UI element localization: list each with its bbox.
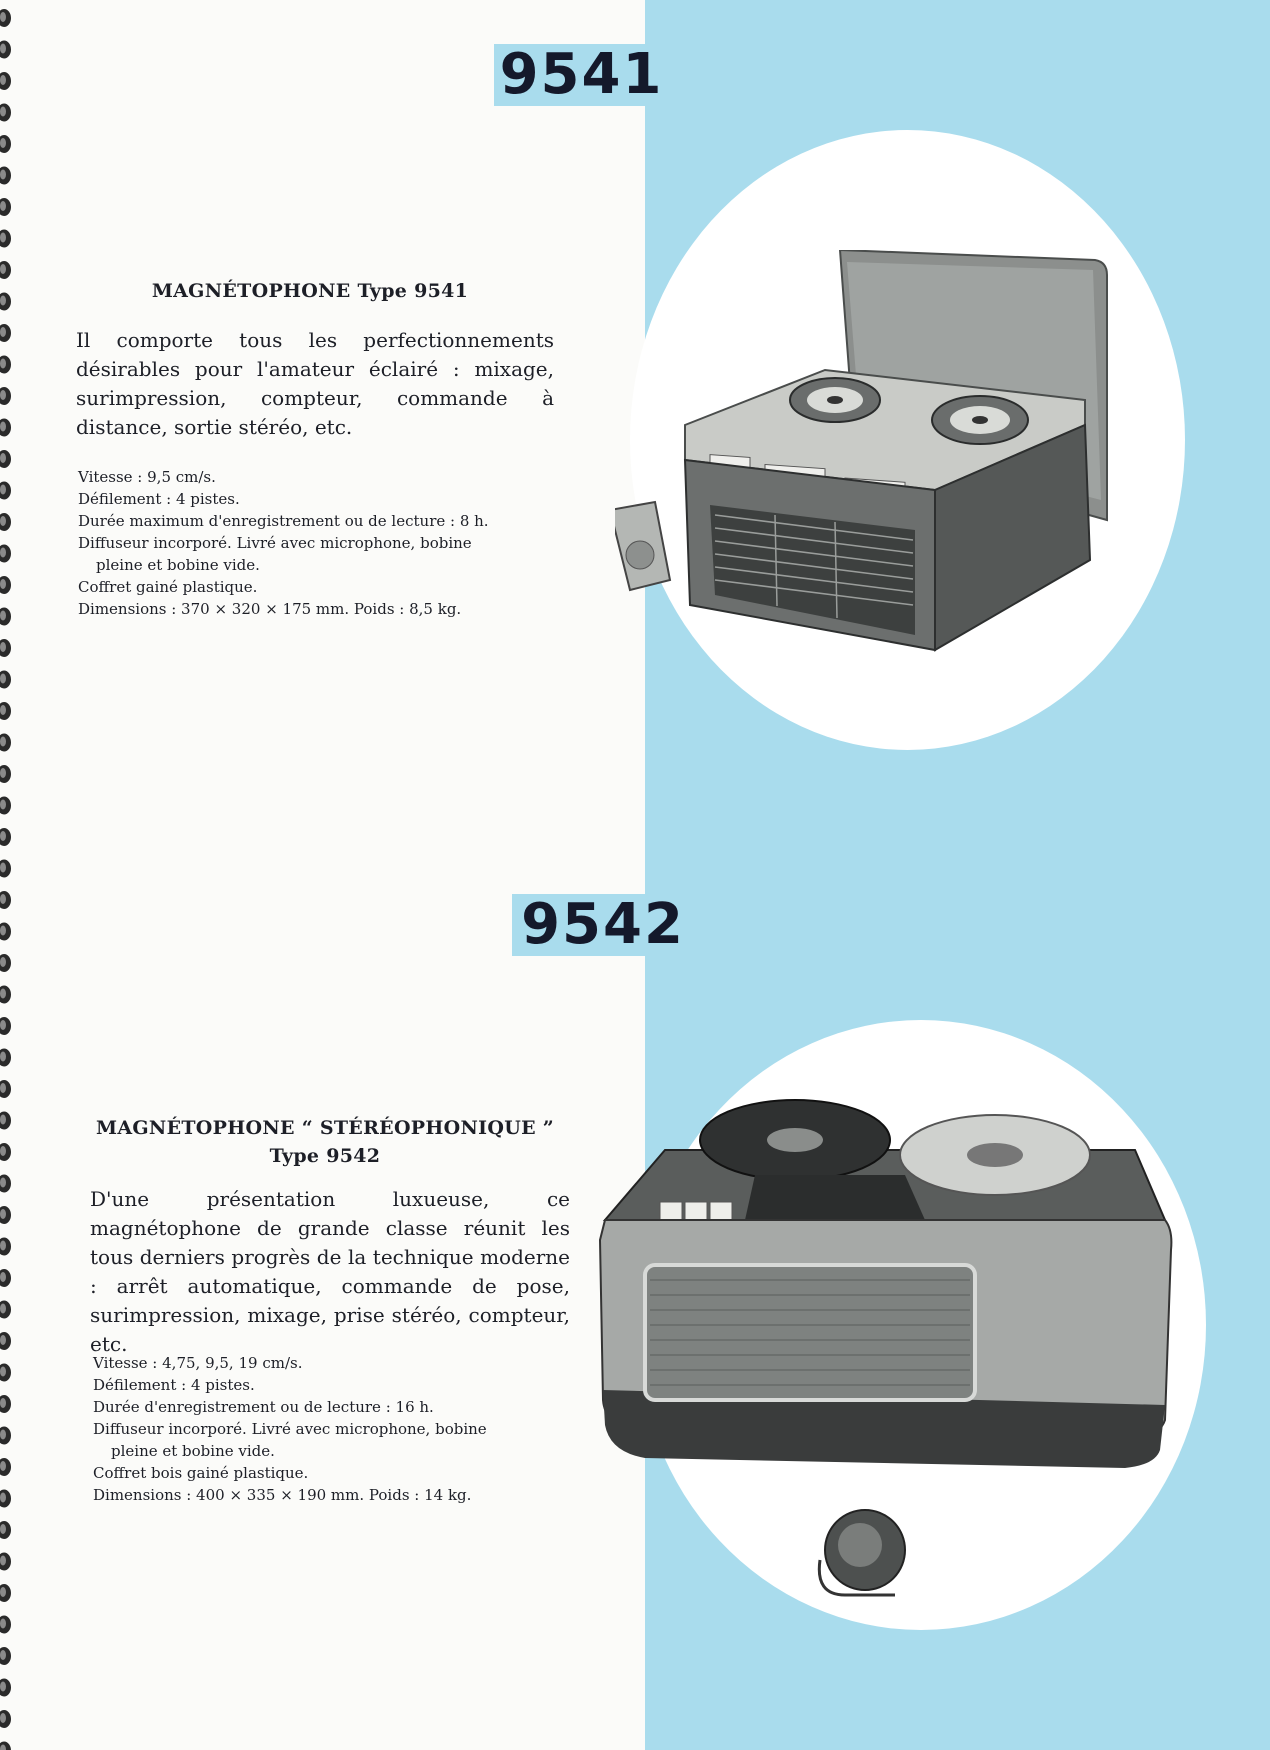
spec-dimensions: Dimensions : 400 × 335 × 190 mm. Poids : 14 kg. [93, 1486, 472, 1504]
tape-recorder-9542-photo [575, 1090, 1175, 1600]
product-description: Il comporte tous les perfectionnements désirables pour l'amateur éclairé : mixage, surimpression, compteur, commande à distance, sortie stéréo, etc. [76, 328, 554, 439]
spec-dimensions: Dimensions : 370 × 320 × 175 mm. Poids : 8,5 kg. [78, 600, 462, 618]
spec-list [93, 1352, 575, 1506]
product-title-line: MAGNÉTOPHONE “ STÉRÉOPHONIQUE ” [96, 1117, 554, 1139]
spec-speaker: Diffuseur incorporé. Livré avec microphone, bobine [78, 534, 472, 552]
model-number-tab: 9542 [512, 894, 694, 956]
product-title: MAGNÉTOPHONE Type 9541 [151, 280, 469, 302]
spec-tracks: Défilement : 4 pistes. [93, 1376, 255, 1394]
product-title-type: Type 9542 [269, 1145, 381, 1167]
product-description: D'une présentation luxueuse, ce magnétophone de grande classe réunit les tous derniers progrès de la technique moderne : arrêt automatique, commande de pose, surimpression, mixage, prise stéréo, compteur, etc. [90, 1187, 570, 1356]
spec-speed: Vitesse : 4,75, 9,5, 19 cm/s. [93, 1354, 303, 1372]
spec-list [78, 466, 560, 620]
spec-speaker-continued: pleine et bobine vide. [111, 1442, 275, 1460]
spec-speed: Vitesse : 9,5 cm/s. [78, 468, 216, 486]
product-title [80, 1114, 570, 1170]
spec-case: Coffret bois gainé plastique. [93, 1464, 309, 1482]
spec-speaker: Diffuseur incorporé. Livré avec microphone, bobine [93, 1420, 487, 1438]
tape-recorder-9541-photo [615, 250, 1115, 660]
spec-case: Coffret gainé plastique. [78, 578, 258, 596]
spec-speaker-continued: pleine et bobine vide. [96, 556, 260, 574]
spec-tracks: Défilement : 4 pistes. [78, 490, 240, 508]
model-number-tab: 9541 [494, 44, 669, 106]
spiral-binding [0, 0, 20, 1750]
spec-duration: Durée maximum d'enregistrement ou de lecture : 8 h. [78, 512, 489, 530]
spec-duration: Durée d'enregistrement ou de lecture : 16 h. [93, 1398, 434, 1416]
